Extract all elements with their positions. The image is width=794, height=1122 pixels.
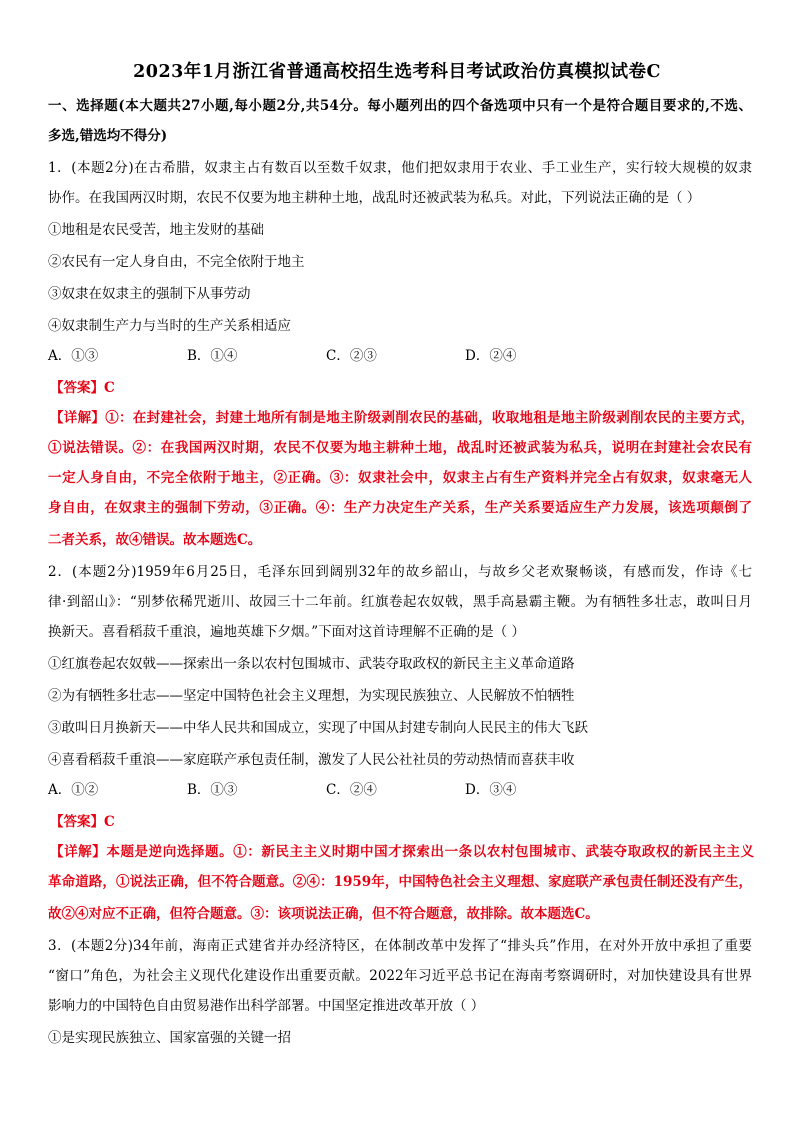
q2-detail-line-1: 【详解】本题是逆向选择题。①：新民主主义时期中国才探索出一条以农村包围城市、武装夺取政权的新民主主义	[50, 844, 754, 860]
q1-detail-line-2: ①说法错误。②：在我国两汉时期，农民不仅要为地主耕种土地，战乱时还被武装为私兵，说明在封建社会农民有	[48, 440, 752, 456]
q1-stem-line-2: 协作。在我国两汉时期，农民不仅要为地主耕种土地，战乱时还被武装为私兵。对此，下列说法正确的是（ ）	[48, 190, 701, 206]
q2-option-b: B．①③	[187, 782, 238, 798]
q2-detail-line-3: 故②④对应不正确，但符合题意。③：该项说法正确，但不符合题意，故排除。故本题选C。	[48, 906, 599, 922]
q1-option-a: A．①③	[48, 348, 99, 364]
q3-stem-line-1: 3．(本题2分)34年前，海南正式建省并办经济特区，在体制改革中发挥了“排头兵”作用，在对外开放中承担了重要	[48, 938, 752, 954]
q3-stem-line-3: 影响力的中国特色自由贸易港作出科学部署。中国坚定推进改革开放（ ）	[48, 998, 485, 1014]
q2-option-c: C．②④	[326, 782, 377, 798]
q1-item-1: ①地租是农民受苦，地主发财的基础	[48, 222, 264, 238]
q3-item-1: ①是实现民族独立、国家富强的关键一招	[48, 1030, 291, 1046]
q1-answer: 【答案】C	[50, 380, 115, 396]
q2-item-1: ①红旗卷起农奴戟——探索出一条以农村包围城市、武装夺取政权的新民主主义革命道路	[48, 656, 575, 672]
q1-option-c: C．②③	[326, 348, 377, 364]
q2-item-3: ③敢叫日月换新天——中华人民共和国成立，实现了中国从封建专制向人民民主的伟大飞跃	[48, 720, 588, 736]
q3-stem-line-2: “窗口”角色，为社会主义现代化建设作出重要贡献。2022年习近平总书记在海南考察调研时，对加快建设具有世界	[48, 968, 752, 984]
q1-option-b: B．①④	[187, 348, 238, 364]
q1-item-3: ③奴隶在奴隶主的强制下从事劳动	[48, 286, 251, 302]
q2-item-2: ②为有牺牲多壮志——坚定中国特色社会主义理想，为实现民族独立、人民解放不怕牺牲	[48, 688, 575, 704]
q1-detail-line-3: 一定人身自由，不完全依附于地主，②正确。③：奴隶社会中，奴隶主占有生产资料并完全占有奴隶，奴隶毫无人	[48, 470, 752, 486]
q2-item-4: ④喜看稻菽千重浪——家庭联产承包责任制，激发了人民公社社员的劳动热情而喜获丰收	[48, 752, 575, 768]
q1-item-4: ④奴隶制生产力与当时的生产关系相适应	[48, 318, 291, 334]
q2-detail-line-2: 革命道路，①说法正确，但不符合题意。②④：1959年，中国特色社会主义理想、家庭联产承包责任制还没有产生，	[48, 874, 752, 890]
section-header-line-2: 多选,错选均不得分)	[48, 128, 168, 144]
page-title: 2023年1月浙江省普通高校招生选考科目考试政治仿真模拟试卷C	[133, 62, 661, 82]
q1-detail-line-5: 二者关系，故④错误。故本题选C。	[48, 532, 262, 548]
q1-stem-line-1: 1．(本题2分)在古希腊，奴隶主占有数百以至数千奴隶，他们把奴隶用于农业、手工业生产，实行较大规模的奴隶	[48, 160, 752, 176]
q1-detail-line-4: 身自由，在奴隶主的强制下劳动，③正确。④：生产力决定生产关系，生产关系要适应生产力发展，该选项颠倒了	[48, 500, 752, 516]
q2-option-d: D．③④	[465, 782, 517, 798]
q2-stem-line-3: 换新天。喜看稻菽千重浪，遍地英雄下夕烟。”下面对这首诗理解不正确的是（ ）	[48, 624, 525, 640]
q1-detail-line-1: 【详解】①：在封建社会，封建土地所有制是地主阶级剥削农民的基础，收取地租是地主阶级剥削农民的主要方式，	[50, 410, 754, 426]
q2-stem-line-2: 律·到韶山》：“别梦依稀咒逝川、故园三十二年前。红旗卷起农奴戟，黑手高悬霸主鞭。为有牺牲多壮志，敢叫日月	[48, 594, 752, 610]
q1-item-2: ②农民有一定人身自由，不完全依附于地主	[48, 254, 305, 270]
q1-option-d: D．②④	[465, 348, 517, 364]
section-header-line-1: 一、选择题(本大题共27小题,每小题2分,共54分。每小题列出的四个备选项中只有一个是符合题目要求的,不选、	[48, 98, 752, 114]
q2-option-a: A．①②	[48, 782, 99, 798]
q2-answer: 【答案】C	[50, 814, 115, 830]
q2-stem-line-1: 2．(本题2分)1959年6月25日，毛泽东回到阔别32年的故乡韶山，与故乡父老欢聚畅谈，有感而发，作诗《七	[48, 564, 752, 580]
